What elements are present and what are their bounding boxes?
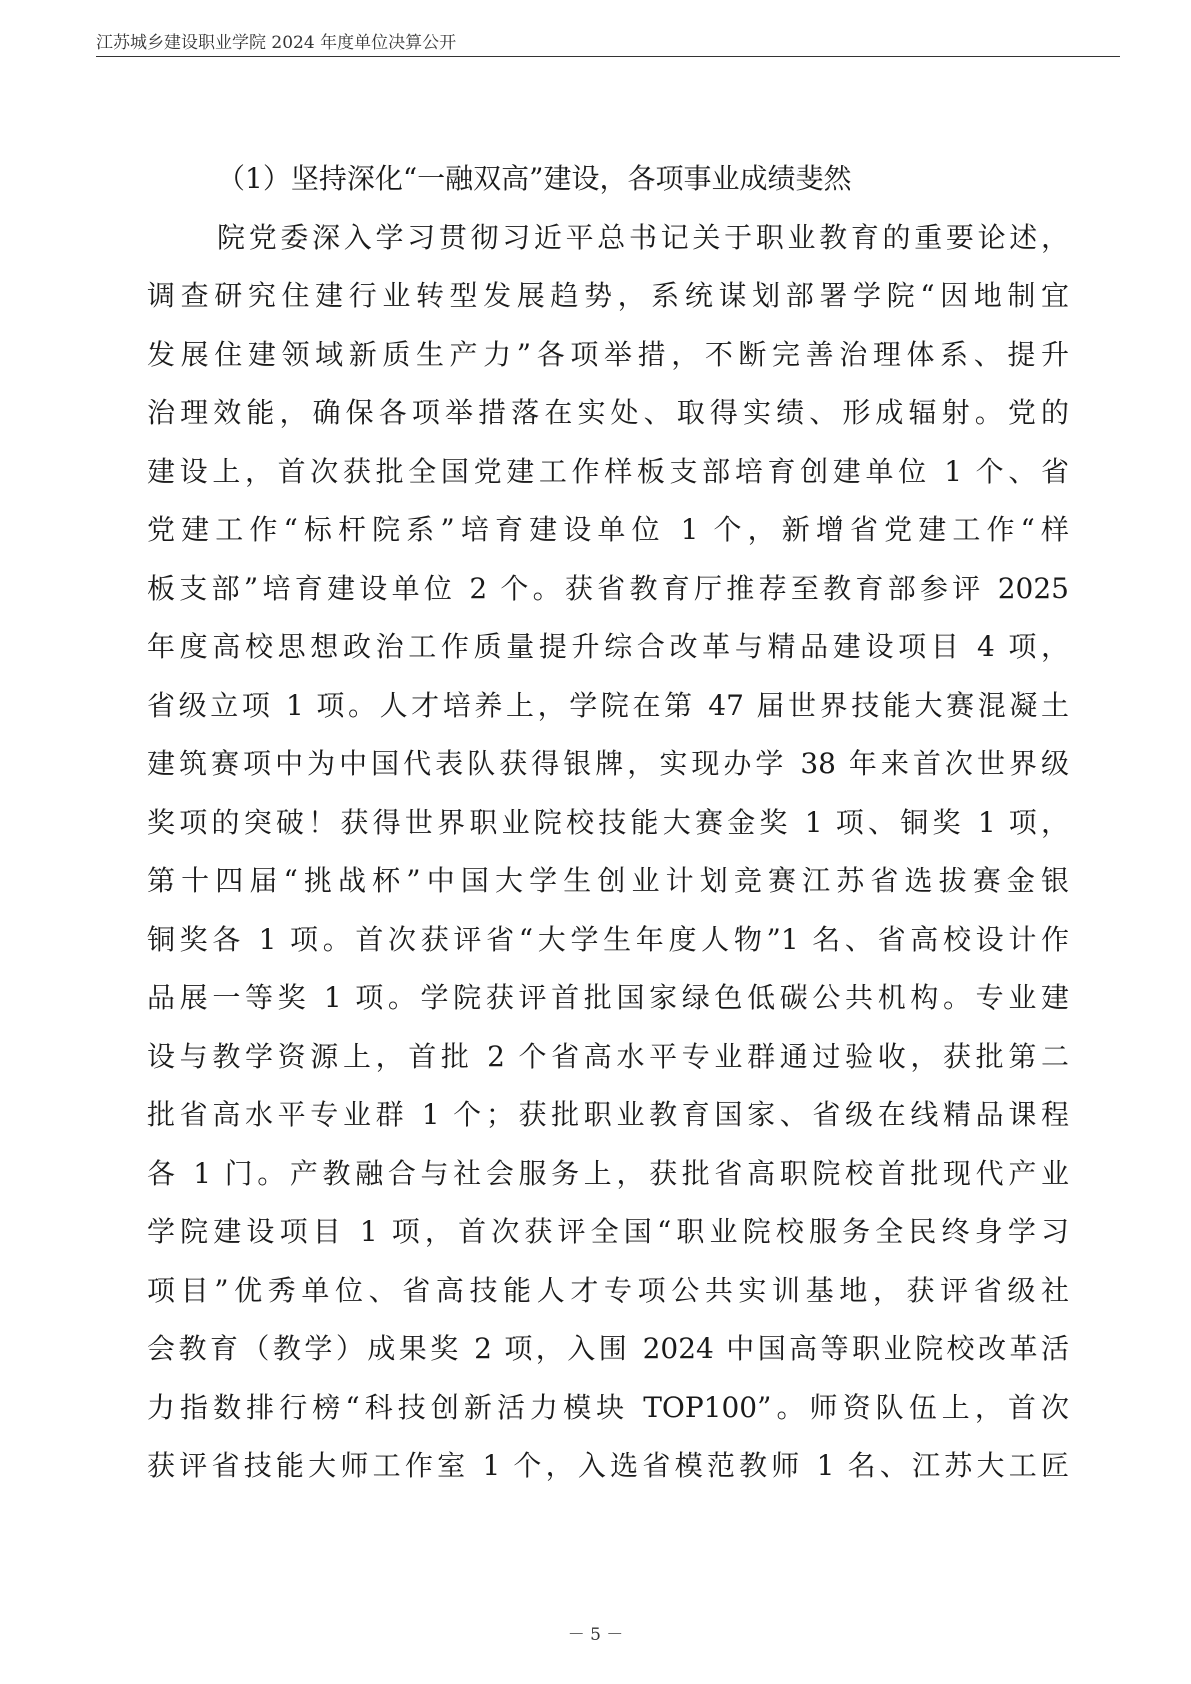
paragraph-line: 治理效能，确保各项举措落在实处、取得实绩、形成辐射。党的 (147, 396, 1069, 429)
paragraph-line: 项目”优秀单位、省高技能人才专项公共实训基地，获评省级社 (147, 1273, 1069, 1307)
paragraph-line: 院党委深入学习贯彻习近平总书记关于职业教育的重要论述， (217, 220, 1069, 254)
paragraph-line: 发展住建领域新质生产力”各项举措，不断完善治理体系、提升 (147, 337, 1069, 371)
document-body (147, 150, 1069, 1496)
paragraph-line: 获评省技能大师工作室 1 个，入选省模范教师 1 名、江苏大工匠 (147, 1449, 1069, 1482)
header-title: 江苏城乡建设职业学院 2024 年度单位决算公开 (96, 33, 457, 53)
page-number: － 5 － (567, 1625, 624, 1645)
paragraph-line: 学院建设项目 1 项，首次获评全国“职业院校服务全民终身学习 (147, 1215, 1069, 1248)
paragraph-line: 批省高水平专业群 1 个；获批职业教育国家、省级在线精品课程 (147, 1098, 1069, 1131)
paragraph-line: 第十四届“挑战杯”中国大学生创业计划竞赛江苏省选拔赛金银 (147, 864, 1069, 897)
paragraph-line: 奖项的突破！获得世界职业院校技能大赛金奖 1 项、铜奖 1 项， (147, 805, 1069, 839)
paragraph-line: 力指数排行榜“科技创新活力模块 TOP100”。师资队伍上，首次 (147, 1390, 1069, 1424)
paragraph-line: 会教育（教学）成果奖 2 项，入围 2024 中国高等职业院校改革活 (147, 1332, 1069, 1365)
paragraph-line: 年度高校思想政治工作质量提升综合改革与精品建设项目 4 项， (147, 630, 1069, 663)
section-heading: （1）坚持深化“一融双高”建设，各项事业成绩斐然 (217, 162, 852, 195)
paragraph-line: 板支部”培育建设单位 2 个。获省教育厅推荐至教育部参评 2025 (147, 571, 1069, 605)
paragraph-line: 铜奖各 1 项。首次获评省“大学生年度人物”1 名、省高校设计作 (147, 922, 1069, 956)
paragraph-line: 品展一等奖 1 项。学院获评首批国家绿色低碳公共机构。专业建 (147, 981, 1069, 1014)
paragraph-line: 设与教学资源上，首批 2 个省高水平专业群通过验收，获批第二 (147, 1039, 1069, 1073)
paragraph-line: 各 1 门。产教融合与社会服务上，获批省高职院校首批现代产业 (147, 1156, 1069, 1190)
paragraph-line: 省级立项 1 项。人才培养上，学院在第 47 届世界技能大赛混凝土 (147, 688, 1069, 722)
paragraph-line: 党建工作“标杆院系”培育建设单位 1 个，新增省党建工作“样 (147, 513, 1069, 546)
page-header (96, 26, 1120, 57)
paragraph-line: 建筑赛项中为中国代表队获得银牌，实现办学 38 年来首次世界级 (147, 747, 1069, 780)
paragraph-line: 建设上，首次获批全国党建工作样板支部培育创建单位 1 个、省 (147, 454, 1069, 488)
paragraph-line: 调查研究住建行业转型发展趋势，系统谋划部署学院“因地制宜 (147, 279, 1069, 312)
